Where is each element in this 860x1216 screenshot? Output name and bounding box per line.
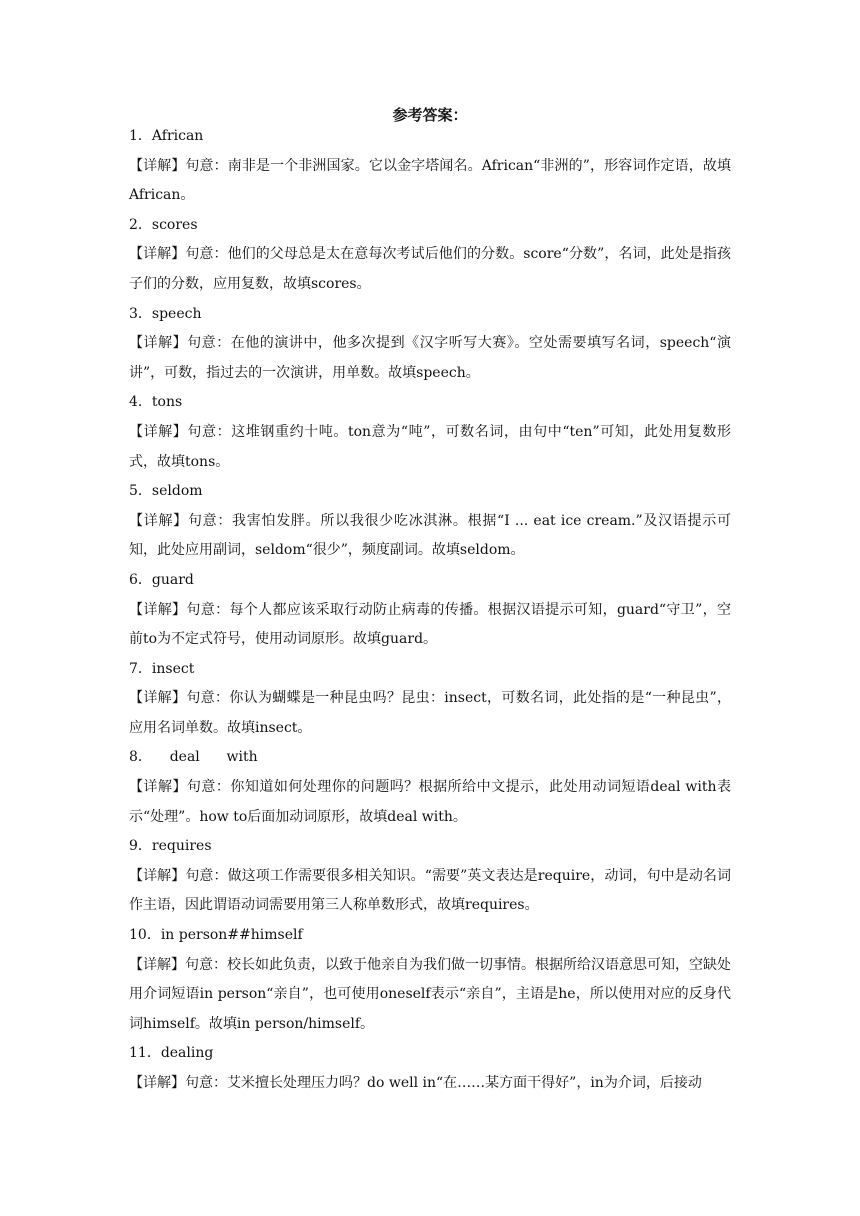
explanation-9: 【详解】句意：做这项工作需要很多相关知识。“需要”英文表达是require，动词，句中是动名词作主语，因此谓语动词需要用第三人称单数形式，故填requires。 xyxy=(129,867,731,914)
explanation-3: 【详解】句意：在他的演讲中，他多次提到《汉字听写大赛》。空处需要填写名词，speech“演讲”，可数，指过去的一次演讲，用单数。故填speech。 xyxy=(129,335,731,381)
answer-list xyxy=(129,122,731,1099)
explanation-4: 【详解】句意：这堆钢重约十吨。ton意为“吨”，可数名词，由句中“ten”可知，此处用复数形式，故填tons。 xyxy=(129,423,731,470)
page-title: 参考答案： xyxy=(392,106,468,124)
answer-9: 9．requires xyxy=(129,838,212,855)
explanation-8: 【详解】句意：你知道如何处理你的问题吗？根据所给中文提示，此处用动词短语deal with表示“处理”。how to后面加动词原形，故填deal with。 xyxy=(129,779,731,825)
answer-7: 7．insect xyxy=(129,660,195,677)
explanation-2: 【详解】句意：他们的父母总是太在意每次考试后他们的分数。score“分数”，名词，此处是指孩子们的分数，应用复数，故填scores。 xyxy=(129,246,731,292)
answer-6: 6．guard xyxy=(129,571,194,588)
explanation-5: 【详解】句意：我害怕发胖。所以我很少吃冰淇淋。根据“I ... eat ice cream.”及汉语提示可知，此处应用副词，seldom“很少”，频度副词。故填seldom。 xyxy=(129,512,731,559)
answer-8: 8． deal with xyxy=(129,749,258,766)
answer-3: 3．speech xyxy=(129,305,202,322)
explanation-11: 【详解】句意：艾米擅长处理压力吗？do well in“在……某方面干得好”，in为介词，后接动 xyxy=(129,1075,702,1091)
answer-11: 11．dealing xyxy=(129,1045,214,1062)
answer-2: 2．scores xyxy=(129,216,198,233)
answer-4: 4．tons xyxy=(129,394,183,411)
explanation-7: 【详解】句意：你认为蝴蝶是一种昆虫吗？昆虫：insect，可数名词，此处指的是“一种昆虫”，应用名词单数。故填insect。 xyxy=(129,690,731,736)
answer-10: 10．in person##himself xyxy=(129,927,303,944)
explanation-10: 【详解】句意：校长如此负责，以致于他亲自为我们做一切事情。根据所给汉语意思可知，空缺处用介词短语in person“亲自”，也可使用oneself表示“亲自”，主语是he，所以使用对应的反身代词himself。故填in person/himself。 xyxy=(129,956,731,1032)
answer-1: 1．African xyxy=(129,128,204,144)
answer-5: 5．seldom xyxy=(129,483,203,500)
explanation-6: 【详解】句意：每个人都应该采取行动防止病毒的传播。根据汉语提示可知，guard“守卫”，空前to为不定式符号，使用动词原形。故填guard。 xyxy=(129,601,731,648)
explanation-1: 【详解】句意：南非是一个非洲国家。它以金字塔闻名。African“非洲的”，形容词作定语，故填African。 xyxy=(129,157,731,204)
